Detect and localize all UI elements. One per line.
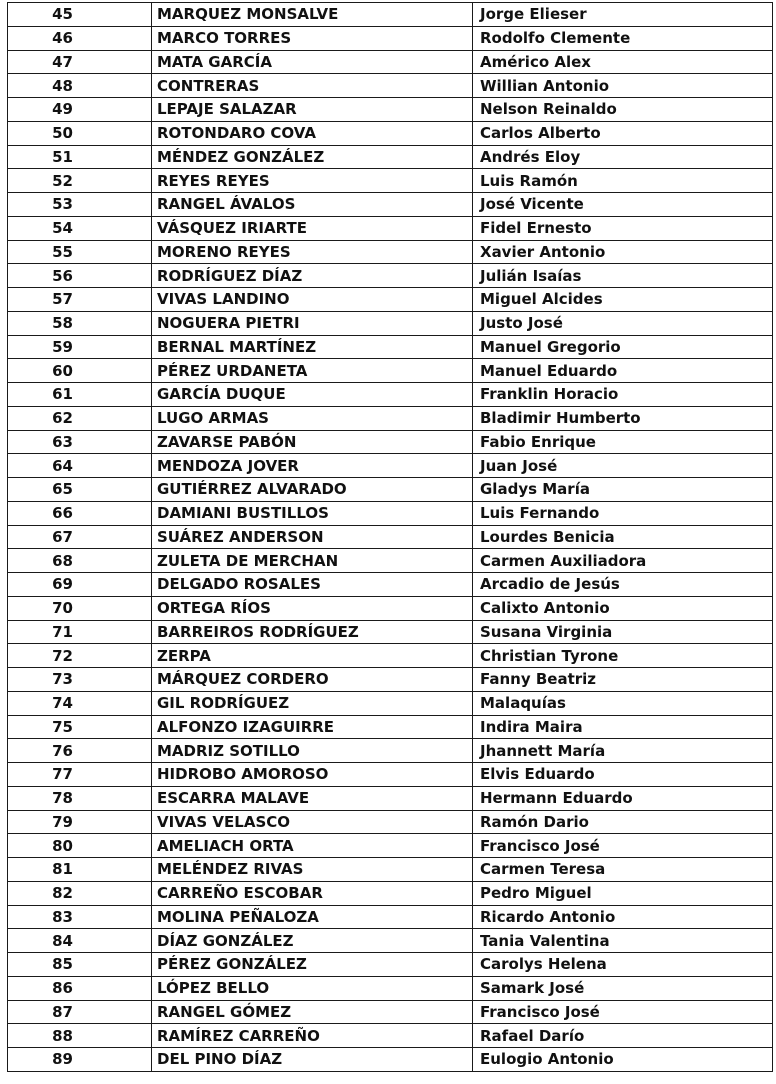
surname-cell: ESCARRA MALAVE: [152, 786, 473, 810]
table-row: [8, 620, 773, 644]
table-row: [8, 763, 773, 787]
table-row: [8, 26, 773, 50]
given-names-cell: Gladys María: [473, 478, 773, 502]
table-row: [8, 3, 773, 27]
table-row: [8, 169, 773, 193]
table-row: [8, 359, 773, 383]
row-number-cell: 46: [8, 26, 152, 50]
given-names-cell: Pedro Miguel: [473, 881, 773, 905]
surname-cell: DÍAZ GONZÁLEZ: [152, 929, 473, 953]
table-row: [8, 383, 773, 407]
row-number-cell: 75: [8, 715, 152, 739]
table-row: [8, 976, 773, 1000]
row-number-cell: 81: [8, 858, 152, 882]
given-names-cell: Malaquías: [473, 691, 773, 715]
given-names-cell: Carmen Auxiliadora: [473, 549, 773, 573]
row-number-cell: 63: [8, 430, 152, 454]
given-names-cell: Carmen Teresa: [473, 858, 773, 882]
table-row: [8, 691, 773, 715]
given-names-cell: Willian Antonio: [473, 74, 773, 98]
table-row: [8, 501, 773, 525]
surname-cell: MOLINA PEÑALOZA: [152, 905, 473, 929]
surname-cell: MORENO REYES: [152, 240, 473, 264]
table-row: [8, 549, 773, 573]
surname-cell: REYES REYES: [152, 169, 473, 193]
surname-cell: MARCO TORRES: [152, 26, 473, 50]
surname-cell: PÉREZ URDANETA: [152, 359, 473, 383]
given-names-cell: Tania Valentina: [473, 929, 773, 953]
surname-cell: DEL PINO DÍAZ: [152, 1048, 473, 1072]
row-number-cell: 53: [8, 193, 152, 217]
surname-cell: RANGEL GÓMEZ: [152, 1000, 473, 1024]
surname-cell: LEPAJE SALAZAR: [152, 98, 473, 122]
given-names-cell: Nelson Reinaldo: [473, 98, 773, 122]
given-names-cell: Julián Isaías: [473, 264, 773, 288]
given-names-cell: Calixto Antonio: [473, 596, 773, 620]
table-row: [8, 739, 773, 763]
given-names-cell: Xavier Antonio: [473, 240, 773, 264]
surname-cell: VÁSQUEZ IRIARTE: [152, 216, 473, 240]
given-names-cell: Indira Maira: [473, 715, 773, 739]
given-names-cell: Arcadio de Jesús: [473, 573, 773, 597]
table-row: [8, 74, 773, 98]
given-names-cell: Hermann Eduardo: [473, 786, 773, 810]
table-row: [8, 715, 773, 739]
row-number-cell: 71: [8, 620, 152, 644]
row-number-cell: 84: [8, 929, 152, 953]
given-names-cell: Susana Virginia: [473, 620, 773, 644]
row-number-cell: 60: [8, 359, 152, 383]
surname-cell: PÉREZ GONZÁLEZ: [152, 953, 473, 977]
table-row: [8, 264, 773, 288]
given-names-cell: José Vicente: [473, 193, 773, 217]
surname-cell: MARQUEZ MONSALVE: [152, 3, 473, 27]
row-number-cell: 77: [8, 763, 152, 787]
row-number-cell: 51: [8, 145, 152, 169]
surname-cell: DAMIANI BUSTILLOS: [152, 501, 473, 525]
row-number-cell: 50: [8, 121, 152, 145]
table-row: [8, 834, 773, 858]
row-number-cell: 72: [8, 644, 152, 668]
row-number-cell: 86: [8, 976, 152, 1000]
surname-cell: LÓPEZ BELLO: [152, 976, 473, 1000]
row-number-cell: 80: [8, 834, 152, 858]
given-names-cell: Francisco José: [473, 834, 773, 858]
table-row: [8, 953, 773, 977]
row-number-cell: 58: [8, 311, 152, 335]
given-names-cell: Carolys Helena: [473, 953, 773, 977]
row-number-cell: 57: [8, 288, 152, 312]
given-names-cell: Fanny Beatriz: [473, 668, 773, 692]
given-names-cell: Ricardo Antonio: [473, 905, 773, 929]
surname-cell: ZULETA DE MERCHAN: [152, 549, 473, 573]
given-names-cell: Rodolfo Clemente: [473, 26, 773, 50]
surname-cell: LUGO ARMAS: [152, 406, 473, 430]
surname-cell: MELÉNDEZ RIVAS: [152, 858, 473, 882]
surname-cell: CONTRERAS: [152, 74, 473, 98]
table-row: [8, 1000, 773, 1024]
row-number-cell: 68: [8, 549, 152, 573]
table-row: [8, 881, 773, 905]
row-number-cell: 87: [8, 1000, 152, 1024]
row-number-cell: 66: [8, 501, 152, 525]
table-row: [8, 573, 773, 597]
table-row: [8, 311, 773, 335]
row-number-cell: 76: [8, 739, 152, 763]
surname-cell: ALFONZO IZAGUIRRE: [152, 715, 473, 739]
given-names-cell: Justo José: [473, 311, 773, 335]
given-names-cell: Lourdes Benicia: [473, 525, 773, 549]
surname-cell: RAMÍREZ CARREÑO: [152, 1024, 473, 1048]
given-names-cell: Fabio Enrique: [473, 430, 773, 454]
given-names-cell: Carlos Alberto: [473, 121, 773, 145]
table-row: [8, 1048, 773, 1072]
given-names-cell: Eulogio Antonio: [473, 1048, 773, 1072]
row-number-cell: 59: [8, 335, 152, 359]
table-row: [8, 858, 773, 882]
surname-cell: GUTIÉRREZ ALVARADO: [152, 478, 473, 502]
table-row: [8, 644, 773, 668]
given-names-cell: Jhannett María: [473, 739, 773, 763]
table-row: [8, 193, 773, 217]
given-names-cell: Manuel Gregorio: [473, 335, 773, 359]
row-number-cell: 82: [8, 881, 152, 905]
surname-cell: ZERPA: [152, 644, 473, 668]
surname-cell: RODRÍGUEZ DÍAZ: [152, 264, 473, 288]
surname-cell: MENDOZA JOVER: [152, 454, 473, 478]
row-number-cell: 67: [8, 525, 152, 549]
surname-cell: VIVAS LANDINO: [152, 288, 473, 312]
given-names-cell: Ramón Dario: [473, 810, 773, 834]
given-names-cell: Rafael Darío: [473, 1024, 773, 1048]
row-number-cell: 70: [8, 596, 152, 620]
row-number-cell: 69: [8, 573, 152, 597]
given-names-cell: Francisco José: [473, 1000, 773, 1024]
row-number-cell: 64: [8, 454, 152, 478]
row-number-cell: 83: [8, 905, 152, 929]
table-row: [8, 786, 773, 810]
row-number-cell: 85: [8, 953, 152, 977]
surname-cell: DELGADO ROSALES: [152, 573, 473, 597]
given-names-cell: Juan José: [473, 454, 773, 478]
table-row: [8, 810, 773, 834]
row-number-cell: 56: [8, 264, 152, 288]
surname-cell: SUÁREZ ANDERSON: [152, 525, 473, 549]
surname-cell: RANGEL ÁVALOS: [152, 193, 473, 217]
surname-cell: GIL RODRÍGUEZ: [152, 691, 473, 715]
row-number-cell: 49: [8, 98, 152, 122]
table-row: [8, 905, 773, 929]
table-row: [8, 50, 773, 74]
given-names-cell: Américo Alex: [473, 50, 773, 74]
surname-cell: ROTONDARO COVA: [152, 121, 473, 145]
given-names-cell: Luis Ramón: [473, 169, 773, 193]
table-row: [8, 596, 773, 620]
table-row: [8, 240, 773, 264]
surname-cell: MÉNDEZ GONZÁLEZ: [152, 145, 473, 169]
row-number-cell: 52: [8, 169, 152, 193]
surname-cell: MÁRQUEZ CORDERO: [152, 668, 473, 692]
surname-cell: NOGUERA PIETRI: [152, 311, 473, 335]
names-table: [7, 2, 773, 1072]
table-row: [8, 145, 773, 169]
row-number-cell: 88: [8, 1024, 152, 1048]
row-number-cell: 48: [8, 74, 152, 98]
surname-cell: MADRIZ SOTILLO: [152, 739, 473, 763]
table-row: [8, 121, 773, 145]
surname-cell: AMELIACH ORTA: [152, 834, 473, 858]
given-names-cell: Miguel Alcides: [473, 288, 773, 312]
row-number-cell: 54: [8, 216, 152, 240]
surname-cell: CARREÑO ESCOBAR: [152, 881, 473, 905]
row-number-cell: 65: [8, 478, 152, 502]
given-names-cell: Andrés Eloy: [473, 145, 773, 169]
row-number-cell: 74: [8, 691, 152, 715]
surname-cell: GARCÍA DUQUE: [152, 383, 473, 407]
row-number-cell: 78: [8, 786, 152, 810]
surname-cell: BARREIROS RODRÍGUEZ: [152, 620, 473, 644]
table-row: [8, 430, 773, 454]
given-names-cell: Bladimir Humberto: [473, 406, 773, 430]
row-number-cell: 55: [8, 240, 152, 264]
given-names-cell: Jorge Elieser: [473, 3, 773, 27]
table-row: [8, 929, 773, 953]
table-row: [8, 454, 773, 478]
given-names-cell: Fidel Ernesto: [473, 216, 773, 240]
table-row: [8, 335, 773, 359]
names-table-body: [8, 3, 773, 1072]
row-number-cell: 62: [8, 406, 152, 430]
table-row: [8, 478, 773, 502]
row-number-cell: 79: [8, 810, 152, 834]
row-number-cell: 47: [8, 50, 152, 74]
surname-cell: VIVAS VELASCO: [152, 810, 473, 834]
table-row: [8, 98, 773, 122]
row-number-cell: 61: [8, 383, 152, 407]
table-row: [8, 1024, 773, 1048]
surname-cell: BERNAL MARTÍNEZ: [152, 335, 473, 359]
given-names-cell: Elvis Eduardo: [473, 763, 773, 787]
row-number-cell: 45: [8, 3, 152, 27]
given-names-cell: Luis Fernando: [473, 501, 773, 525]
given-names-cell: Franklin Horacio: [473, 383, 773, 407]
table-row: [8, 216, 773, 240]
table-row: [8, 668, 773, 692]
surname-cell: ORTEGA RÍOS: [152, 596, 473, 620]
table-row: [8, 288, 773, 312]
surname-cell: HIDROBO AMOROSO: [152, 763, 473, 787]
table-row: [8, 525, 773, 549]
row-number-cell: 89: [8, 1048, 152, 1072]
surname-cell: ZAVARSE PABÓN: [152, 430, 473, 454]
given-names-cell: Manuel Eduardo: [473, 359, 773, 383]
given-names-cell: Samark José: [473, 976, 773, 1000]
row-number-cell: 73: [8, 668, 152, 692]
table-row: [8, 406, 773, 430]
surname-cell: MATA GARCÍA: [152, 50, 473, 74]
given-names-cell: Christian Tyrone: [473, 644, 773, 668]
